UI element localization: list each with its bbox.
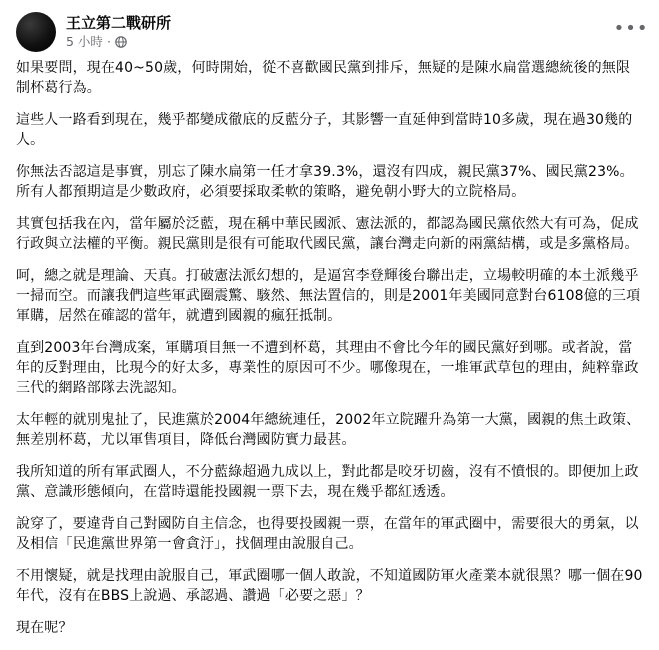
post-paragraph: 太年輕的就別鬼扯了，民進黨於2004年總統連任，2002年立院躍升為第一大黨，國親的焦土政策、無差別杯葛，尤以軍售項目，降低台灣國防實力最甚。 — [16, 412, 641, 448]
post-paragraph: 這些人一路看到現在，幾乎都變成徹底的反藍分子，其影響一直延伸到當時10多歲，現在過30幾的人。 — [16, 112, 633, 148]
post-paragraph: 現在呢？ — [16, 620, 73, 636]
post-header — [16, 12, 171, 52]
post-paragraph: 直到2003年台灣成案，軍購項目無一不遭到杯葛，其理由不會比今年的國民黨好到哪。或者說，當年的反對理由，比現今的好太多，專業性的原因可不少。哪像現在，一堆軍武草包的理由，純粹靠政三代的網路部隊去洗認知。 — [16, 340, 639, 396]
post-paragraph: 其實包括我在內，當年屬於泛藍，現在稱中華民國派、憲法派的，都認為國民黨依然大有可為，促成行政與立法權的平衡。親民黨則是很有可能取代國民黨，讓台灣走向新的兩黨結構，或是多黨格局。 — [16, 216, 639, 252]
post-paragraph: 不用懷疑，就是找理由說服自己，軍武圈哪一個人敢說，不知道國防軍火產業本就很黑？哪一個在90年代，沒有在BBS上說過、承認過、讚過「必要之惡」？ — [16, 568, 643, 604]
author-name[interactable]: 王立第二戰研所 — [66, 14, 172, 32]
post-paragraph: 呵，總之就是理論、天真。打破憲法派幻想的，是逼宮李登輝後台聯出走，立場較明確的本土派幾乎一掃而空。而讓我們這些軍武圈震驚、駭然、無法置信的，則是2001年美國同意對台6108億的三項軍購，居然在確認的當年，就遭到國親的瘋狂抵制。 — [16, 268, 641, 324]
post-paragraph: 說穿了，要違背自己對國防自主信念，也得要投國親一票，在當年的軍武圈中，需要很大的勇氣，以及相信「民進黨世界第一會貪汙」，找個理由說服自己。 — [16, 516, 639, 552]
post-meta — [66, 14, 171, 50]
more-options-icon[interactable]: ••• — [613, 17, 649, 39]
author-avatar[interactable] — [16, 12, 56, 52]
post-body — [16, 58, 644, 650]
post-paragraph: 你無法否認這是事實，別忘了陳水扁第一任才拿39.3%，還沒有四成，親民黨37%、國民黨23%。所有人都預期這是少數政府，必須要採取柔軟的策略，避免朝小野大的立院格局。 — [16, 164, 634, 200]
post-paragraph: 我所知道的所有軍武圈人，不分藍綠超過九成以上，對此都是咬牙切齒，沒有不憤恨的。即便加上政黨、意識形態傾向，在當時還能投國親一票下去，現在幾乎都紅透透。 — [16, 464, 639, 500]
post-time[interactable]: 5 小時 — [66, 34, 103, 49]
post-paragraph: 如果要問，現在40~50歲，何時開始，從不喜歡國民黨到排斥，無疑的是陳水扁當選總統後的無限制杯葛行為。 — [16, 60, 631, 96]
post-subline — [66, 34, 171, 50]
globe-icon — [115, 36, 127, 48]
separator-dot: · — [106, 34, 111, 49]
